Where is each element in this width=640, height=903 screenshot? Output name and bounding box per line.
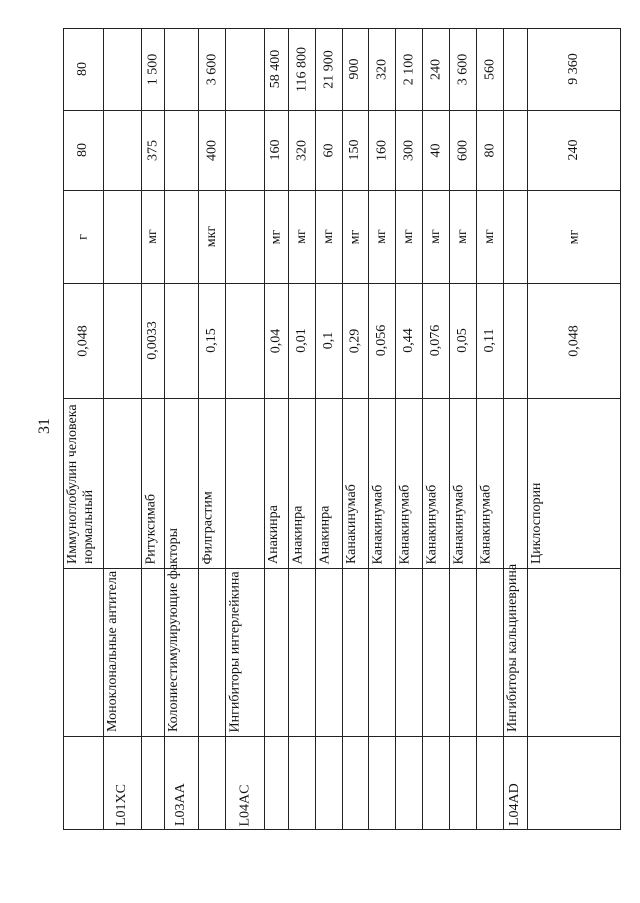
cell-code: L04AD: [507, 783, 522, 826]
cell-ddd: 0,076: [427, 324, 443, 357]
cell-drug: Канакинумаб: [424, 484, 439, 564]
drug-table: [63, 28, 621, 830]
cell-ddd: 0,11: [481, 328, 497, 353]
cell-drug: Циклоспорин: [529, 482, 544, 564]
cell-total: 116 800: [293, 46, 309, 92]
cell-total: 21 900: [320, 49, 336, 89]
cell-ddd: 0,29: [347, 328, 362, 353]
cell-dose: 320: [293, 139, 309, 161]
cell-drug: Анакинра: [317, 505, 332, 564]
cell-total: 320: [373, 58, 389, 80]
page-number: 31: [36, 418, 53, 434]
cell-unit: мг: [481, 229, 497, 244]
cell-dose: 300: [400, 139, 416, 161]
cell-drug: Канакинумаб: [344, 484, 359, 564]
cell-total: 3 600: [454, 53, 470, 85]
cell-unit: мг: [427, 229, 443, 244]
cell-ddd: 0,056: [373, 324, 389, 357]
cell-dose: 80: [75, 143, 90, 157]
cell-drug: Канакинумаб: [370, 484, 385, 564]
cell-ddd: 0,15: [203, 328, 219, 353]
cell-unit: мкг: [203, 225, 219, 248]
cell-unit: мг: [268, 229, 283, 244]
cell-ddd: 0,0033: [144, 321, 160, 360]
cell-drug: Ритуксимаб: [143, 493, 158, 564]
cell-dose: 160: [373, 139, 389, 161]
cell-total: 560: [481, 58, 497, 80]
cell-unit: мг: [320, 229, 336, 244]
cell-ddd: 0,01: [293, 328, 309, 353]
cell-unit: мг: [293, 229, 309, 244]
cell-drug: Канакинумаб: [451, 484, 466, 564]
cell-dose: 80: [481, 143, 497, 157]
cell-dose: 150: [347, 139, 362, 161]
cell-total: 80: [75, 62, 90, 76]
cell-ddd: 0,048: [75, 324, 90, 357]
cell-unit: мг: [400, 229, 416, 244]
cell-total: 2 100: [400, 53, 416, 85]
cell-total: 1 500: [144, 53, 160, 85]
cell-ddd: 0,44: [400, 328, 416, 353]
cell-code: L01XC: [114, 784, 129, 826]
cell-ddd: 0,04: [268, 328, 283, 353]
cell-unit: мг: [454, 229, 470, 244]
cell-unit: мг: [144, 229, 160, 244]
cell-dose: 600: [454, 139, 470, 161]
cell-drug: Анакинра: [290, 505, 305, 564]
cell-dose: 40: [427, 143, 443, 157]
cell-drug: Канакинумаб: [397, 484, 412, 564]
cell-unit: мг: [373, 229, 389, 244]
cell-dose: 400: [203, 139, 219, 161]
table-row-line: [620, 28, 621, 830]
cell-total: 3 600: [203, 53, 219, 85]
cell-dose: 160: [268, 139, 283, 161]
cell-group: Моноклональные антитела: [105, 570, 120, 732]
cell-unit: мг: [347, 229, 362, 244]
cell-total: 58 400: [268, 49, 283, 89]
cell-dose: 60: [320, 143, 336, 157]
cell-unit: мг: [566, 229, 581, 244]
cell-total: 9 360: [566, 53, 581, 85]
cell-group: Колониестимулирующие факторы: [166, 527, 181, 732]
cell-drug: Анакинра: [266, 505, 281, 564]
cell-ddd: 0,1: [320, 331, 336, 350]
cell-total: 240: [427, 58, 443, 80]
cell-drug: Иммуноглобулин человека нормальный: [65, 404, 96, 564]
cell-code: L04AC: [236, 784, 252, 826]
cell-code: L03AA: [173, 783, 188, 826]
cell-dose: 375: [144, 139, 160, 161]
cell-unit: г: [75, 233, 90, 240]
cell-dose: 240: [566, 139, 581, 161]
cell-ddd: 0,05: [454, 328, 470, 353]
cell-group: Ингибиторы интерлейкина: [227, 570, 242, 732]
cell-total: 900: [347, 58, 362, 80]
cell-group: Ингибиторы кальциневрина: [505, 563, 520, 732]
cell-drug: Канакинумаб: [478, 484, 493, 564]
cell-drug: Филграстим: [200, 490, 215, 564]
cell-ddd: 0,048: [566, 324, 581, 357]
